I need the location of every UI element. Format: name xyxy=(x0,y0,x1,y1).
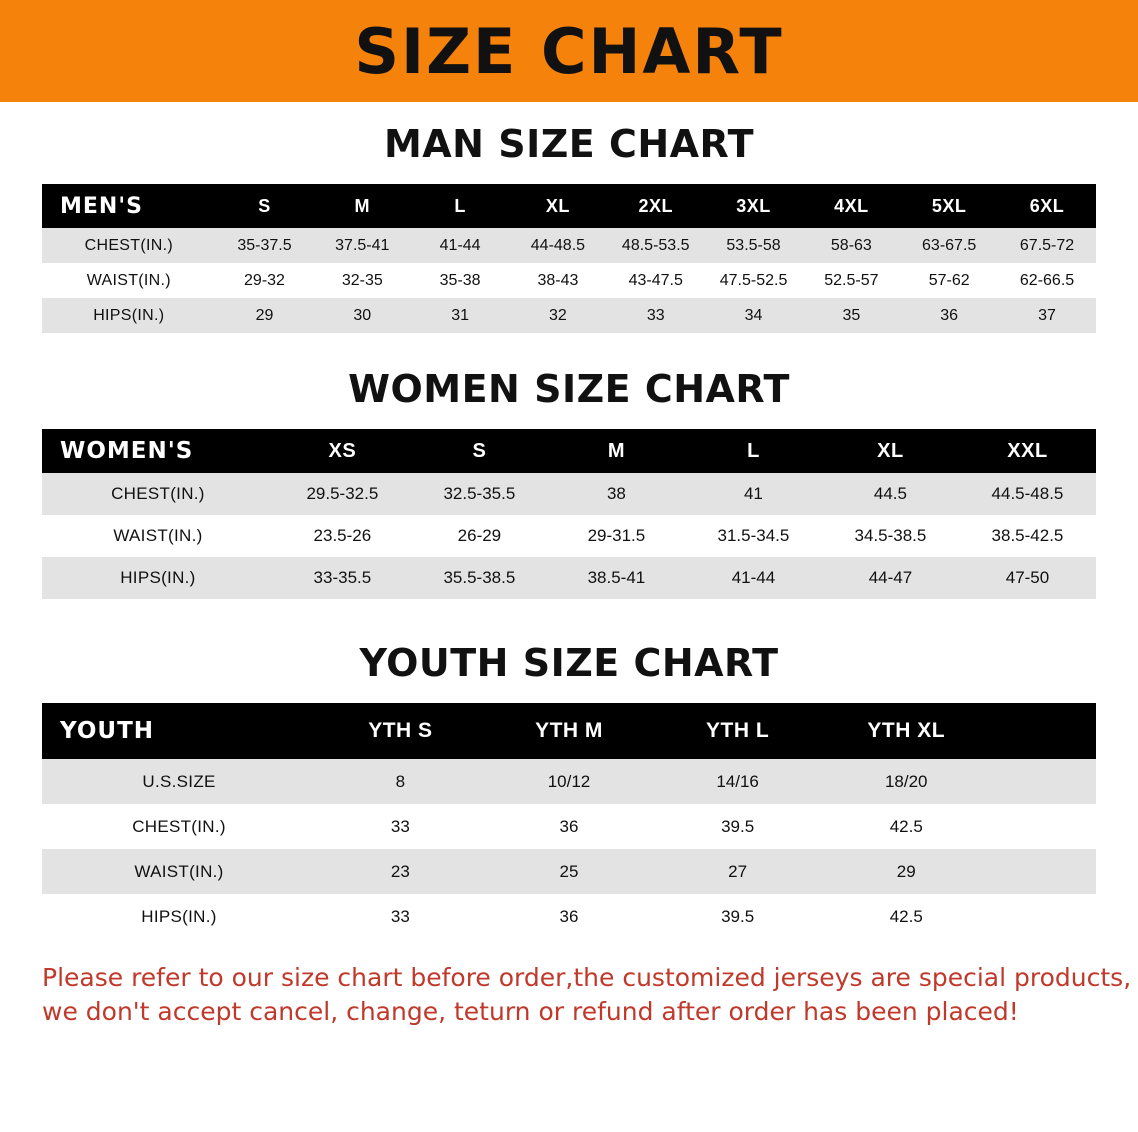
cell: 14/16 xyxy=(716,771,759,791)
cell: 33 xyxy=(390,906,410,926)
cell: 18/20 xyxy=(884,771,928,791)
cell: 23.5-26 xyxy=(313,526,372,545)
cell: 10/12 xyxy=(547,771,591,791)
men-header-3xl: 3XL xyxy=(736,195,771,216)
cell: 35-37.5 xyxy=(237,236,292,254)
women-header-m: M xyxy=(607,439,625,462)
men-header-2xl: 2XL xyxy=(638,195,673,216)
cell: 38-43 xyxy=(537,271,579,289)
youth-table-wrapper xyxy=(0,703,1138,939)
cell: 62-66.5 xyxy=(1019,271,1075,289)
men-row-label-hips: HIPS(IN.) xyxy=(93,306,165,324)
cell: 35-38 xyxy=(439,271,481,289)
cell: 37 xyxy=(1038,306,1056,324)
cell: 38.5-41 xyxy=(587,568,646,587)
cell: 31.5-34.5 xyxy=(717,526,790,545)
men-row-label-waist: WAIST(IN.) xyxy=(86,271,171,289)
men-header-m: M xyxy=(354,195,371,216)
table-row xyxy=(42,473,1096,515)
men-header-5xl: 5XL xyxy=(931,195,967,216)
cell: 39.5 xyxy=(721,906,755,926)
cell: 32.5-35.5 xyxy=(443,484,516,503)
policy-note-line1: Please refer to our size chart before order,the customized jerseys are special products, xyxy=(42,963,1132,992)
women-header-s: S xyxy=(472,439,487,462)
cell: 63-67.5 xyxy=(922,236,977,254)
women-header-l: L xyxy=(747,439,760,462)
youth-header-s: YTH S xyxy=(368,719,433,742)
women-row-label-hips: HIPS(IN.) xyxy=(120,568,196,587)
man-table-wrapper xyxy=(0,184,1138,333)
cell: 41-44 xyxy=(439,236,481,254)
youth-row-label-waist: WAIST(IN.) xyxy=(134,861,224,881)
cell: 47-50 xyxy=(1005,568,1050,587)
cell: 36 xyxy=(940,306,959,324)
man-size-table xyxy=(42,184,1096,333)
cell: 34 xyxy=(744,306,763,324)
cell: 35.5-38.5 xyxy=(443,568,516,587)
cell: 29-31.5 xyxy=(587,526,646,545)
cell: 34.5-38.5 xyxy=(854,526,927,545)
table-header-row xyxy=(42,184,1096,228)
cell: 42.5 xyxy=(889,906,923,926)
table-header-row xyxy=(42,429,1096,473)
cell: 29-32 xyxy=(244,271,285,289)
cell: 41-44 xyxy=(731,568,776,587)
table-row xyxy=(42,515,1096,557)
cell: 33-35.5 xyxy=(313,568,372,587)
cell: 27 xyxy=(728,861,748,881)
cell: 41 xyxy=(743,484,763,503)
table-row xyxy=(42,849,1096,894)
cell: 23 xyxy=(390,861,410,881)
cell: 32 xyxy=(549,306,567,324)
cell: 47.5-52.5 xyxy=(719,271,788,289)
cell: 25 xyxy=(559,861,579,881)
cell: 29 xyxy=(896,861,916,881)
women-header-xs: XS xyxy=(328,439,357,462)
table-row xyxy=(42,298,1096,333)
page-banner xyxy=(0,0,1138,102)
youth-header-spacer xyxy=(991,703,1096,759)
cell: 58-63 xyxy=(830,236,872,254)
table-row xyxy=(42,804,1096,849)
men-row-label-chest: CHEST(IN.) xyxy=(84,236,173,254)
cell-spacer xyxy=(991,759,1096,804)
women-header-label: WOMEN'S xyxy=(60,438,194,464)
cell: 42.5 xyxy=(889,816,923,836)
cell-spacer xyxy=(991,804,1096,849)
cell: 52.5-57 xyxy=(824,271,879,289)
table-row xyxy=(42,228,1096,263)
cell: 26-29 xyxy=(457,526,502,545)
cell: 57-62 xyxy=(928,271,970,289)
man-section-title: MAN SIZE CHART xyxy=(383,122,755,166)
youth-row-label-chest: CHEST(IN.) xyxy=(132,816,226,836)
cell: 31 xyxy=(451,306,469,324)
cell: 33 xyxy=(646,306,665,324)
women-header-xl: XL xyxy=(877,439,904,462)
table-row xyxy=(42,894,1096,939)
cell: 44-48.5 xyxy=(530,236,586,254)
table-row xyxy=(42,263,1096,298)
cell: 33 xyxy=(390,816,410,836)
table-row xyxy=(42,759,1096,804)
women-table-wrapper xyxy=(0,429,1138,599)
men-header-s: S xyxy=(258,195,271,216)
cell: 44.5-48.5 xyxy=(991,484,1064,503)
youth-size-table xyxy=(42,703,1096,939)
youth-header-label: YOUTH xyxy=(60,718,155,744)
women-row-label-chest: CHEST(IN.) xyxy=(111,484,205,503)
men-header-4xl: 4XL xyxy=(834,195,869,216)
women-size-table xyxy=(42,429,1096,599)
cell: 44-47 xyxy=(868,568,913,587)
cell-spacer xyxy=(991,894,1096,939)
cell: 29.5-32.5 xyxy=(306,484,379,503)
women-row-label-waist: WAIST(IN.) xyxy=(113,526,203,545)
cell: 53.5-58 xyxy=(726,236,781,254)
cell: 38 xyxy=(606,484,626,503)
table-header-row xyxy=(42,703,1096,759)
cell: 35 xyxy=(842,306,861,324)
youth-row-label-ussize: U.S.SIZE xyxy=(142,771,216,791)
cell: 43-47.5 xyxy=(628,271,683,289)
youth-row-label-hips: HIPS(IN.) xyxy=(141,906,217,926)
youth-header-l: YTH L xyxy=(706,719,770,742)
cell: 29 xyxy=(255,306,274,324)
cell: 44.5 xyxy=(873,484,907,503)
youth-header-m: YTH M xyxy=(535,719,603,742)
cell: 38.5-42.5 xyxy=(991,526,1064,545)
men-header-label: MEN'S xyxy=(60,193,143,219)
men-header-6xl: 6XL xyxy=(1029,195,1065,216)
cell: 37.5-41 xyxy=(335,236,390,254)
cell-spacer xyxy=(991,849,1096,894)
cell: 39.5 xyxy=(721,816,755,836)
women-section-title: WOMEN SIZE CHART xyxy=(348,367,790,411)
men-header-xl: XL xyxy=(545,195,570,216)
women-header-xxl: XXL xyxy=(1007,439,1048,462)
policy-note xyxy=(42,961,1132,1029)
cell: 30 xyxy=(353,306,372,324)
cell: 36 xyxy=(559,816,579,836)
policy-note-line2: we don't accept cancel, change, teturn or refund after order has been placed! xyxy=(42,996,1019,1026)
cell: 8 xyxy=(395,771,406,791)
men-header-l: L xyxy=(454,195,466,216)
cell: 36 xyxy=(559,906,579,926)
cell: 32-35 xyxy=(341,271,383,289)
youth-header-xl: YTH XL xyxy=(867,719,946,742)
page-title: SIZE CHART xyxy=(354,15,784,88)
table-row xyxy=(42,557,1096,599)
cell: 48.5-53.5 xyxy=(621,236,690,254)
cell: 67.5-72 xyxy=(1019,236,1075,254)
youth-section-title: YOUTH SIZE CHART xyxy=(359,641,779,685)
